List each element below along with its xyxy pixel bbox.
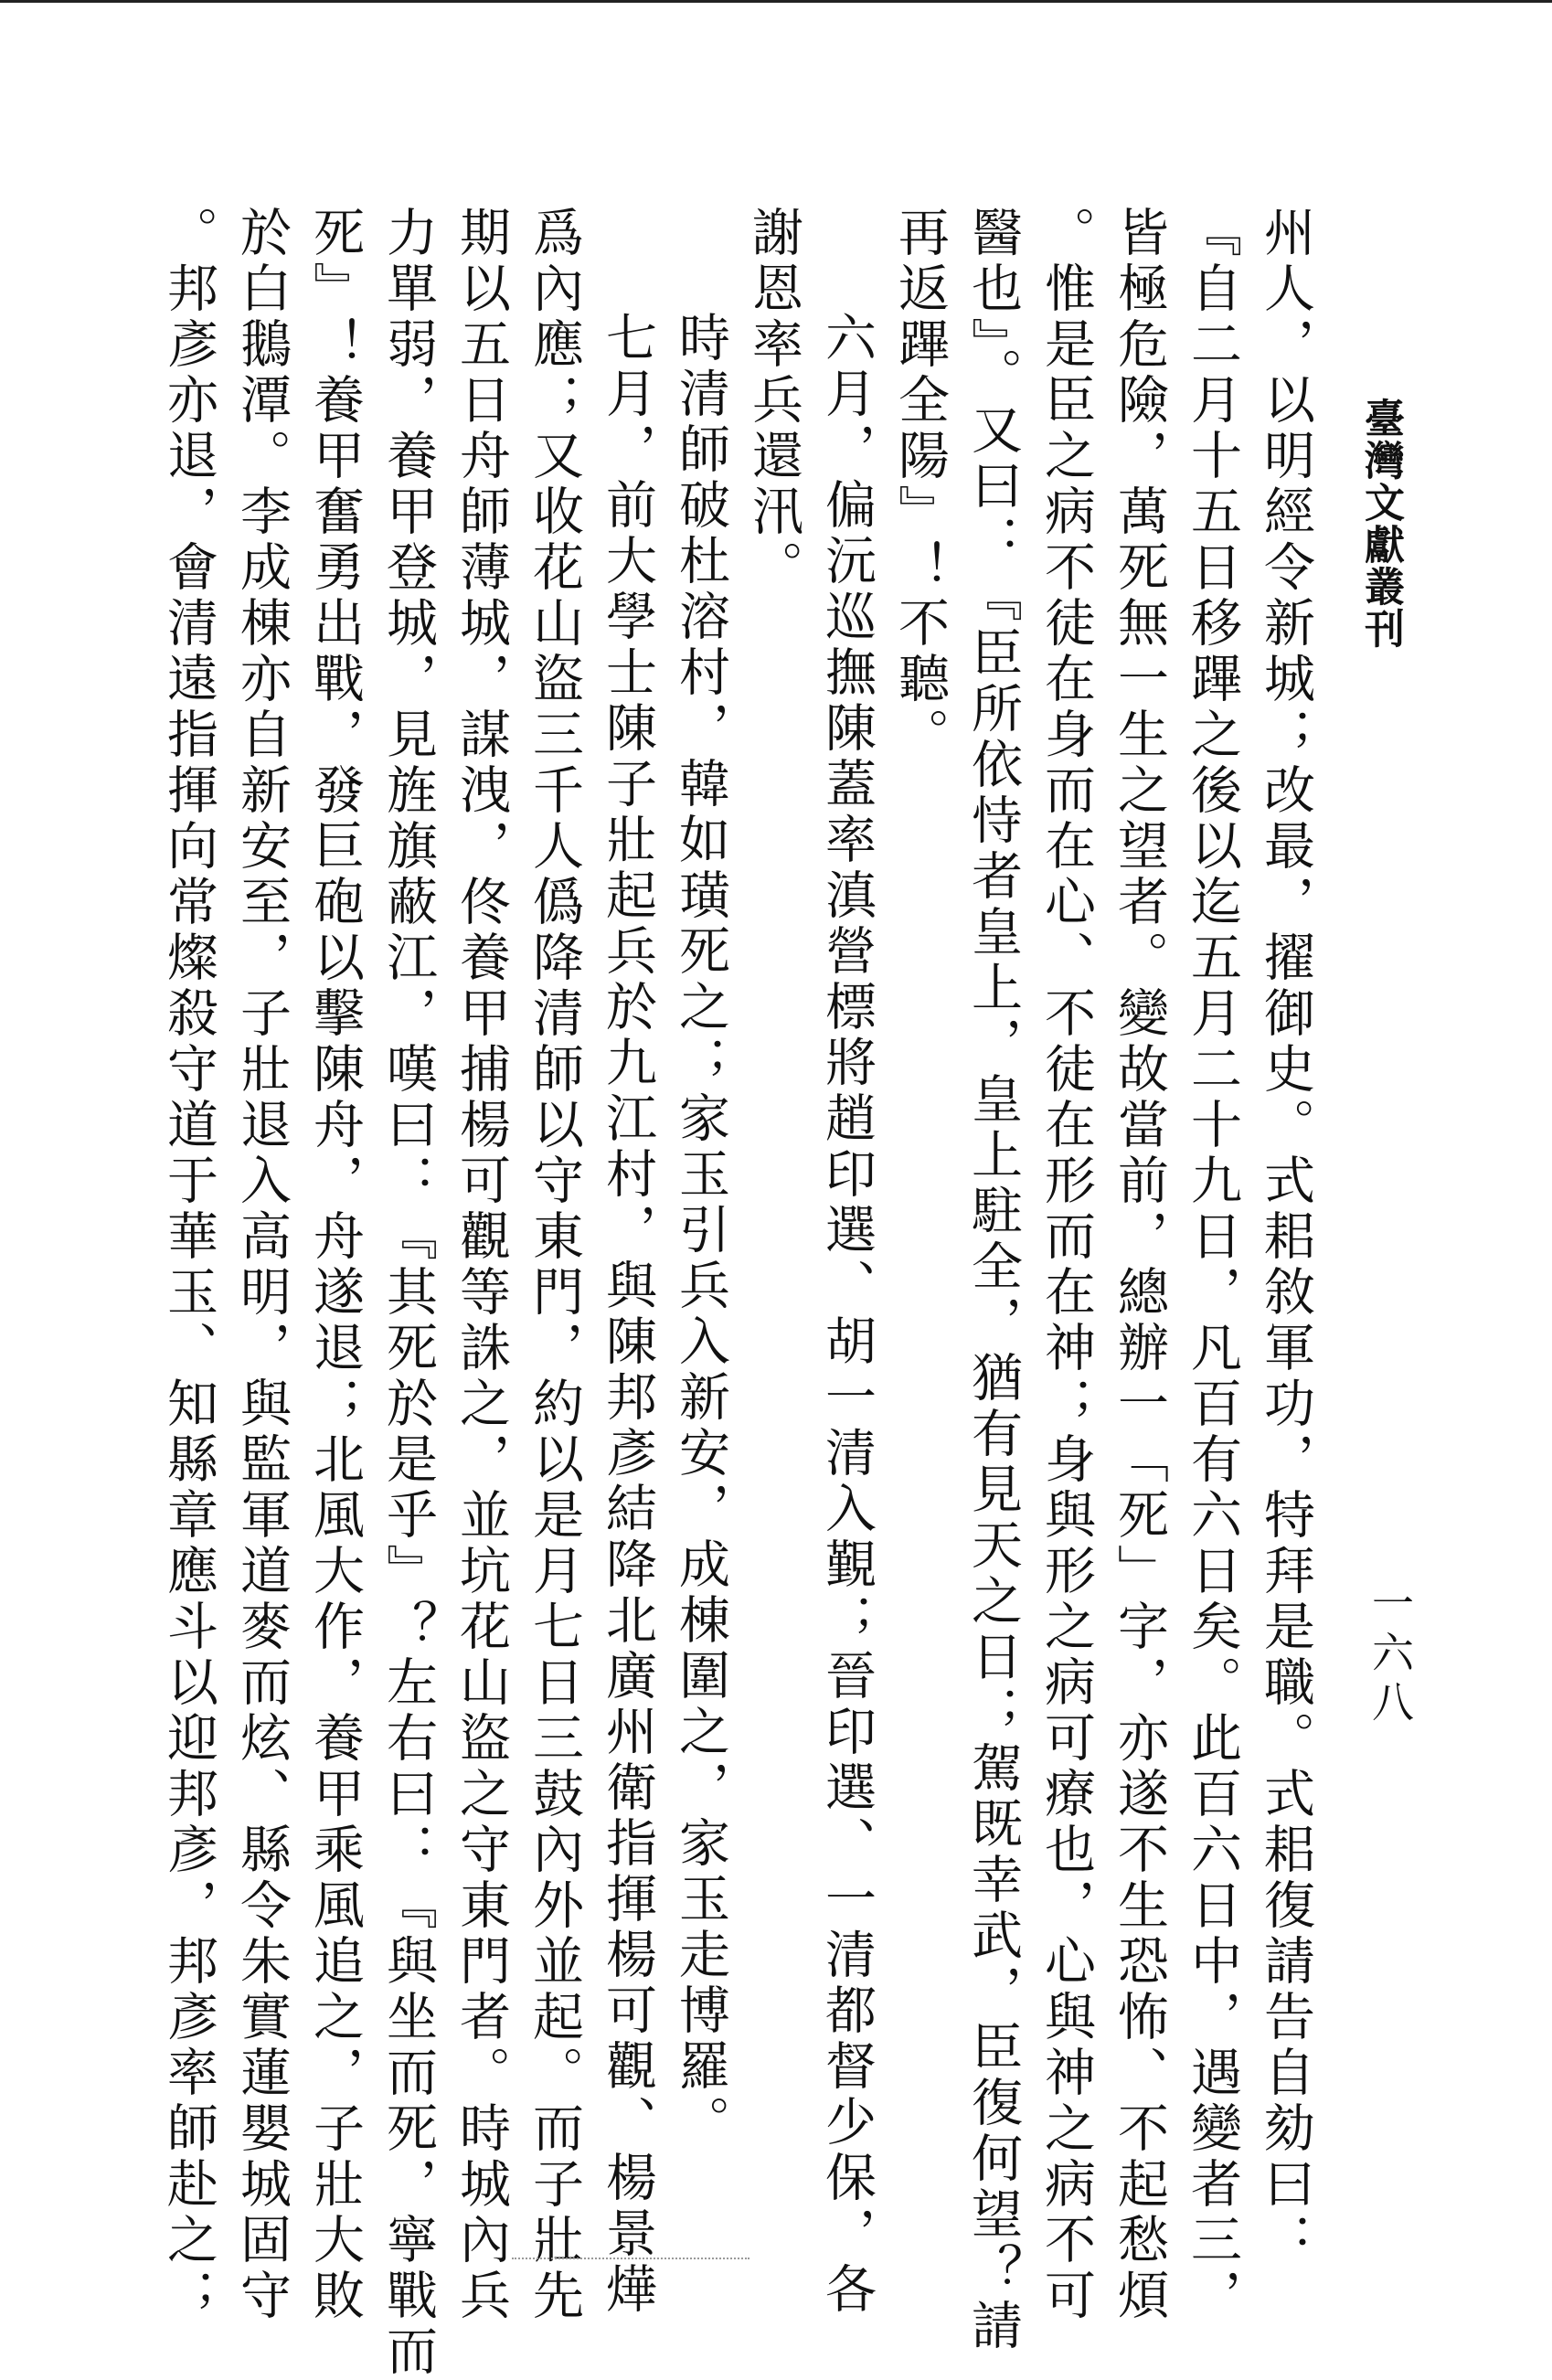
text-column: 『自二月十五日移蹕之後以迄五月二十九日，凡百有六日矣。此百六日中，遇變者三， bbox=[1183, 206, 1242, 2324]
text-column: 。惟是臣之病不徒在身而在心、不徒在形而在神；身與形之病可療也，心與神之病不可 bbox=[1036, 206, 1096, 2324]
text-column: 皆極危險，萬死無一生之望者。變故當前，總辦一「死」字，亦遂不生恐怖、不起愁煩 bbox=[1110, 206, 1169, 2324]
text-column: 死』！養甲奮勇出戰，發巨砲以擊陳舟，舟遂退；北風大作，養甲乘風追之，子壯大敗 bbox=[305, 206, 365, 2324]
text-column: 再返蹕全陽』！不聽。 bbox=[890, 206, 950, 763]
text-column: 期以五日舟師薄城，謀洩，佟養甲捕楊可觀等誅之，並坑花山盜之守東門者。時城內兵 bbox=[452, 206, 511, 2324]
text-column: 時清師破杜溶村，韓如璜死之；家玉引兵入新安，成棟圍之，家玉走博羅。 bbox=[671, 311, 730, 2151]
footer-scan-mark bbox=[512, 2258, 749, 2265]
text-column: 州人，以明經令新城；改最，擢御史。式耜敘軍功，特拜是職。式耜復請告自劾曰： bbox=[1256, 206, 1315, 2268]
top-border-rule bbox=[0, 0, 1552, 3]
page-number: 一六八 bbox=[1366, 1581, 1415, 1729]
text-column: 爲內應；又收花山盜三千人僞降清師以守東門，約以是月七日三鼓內外並起。而子壯先 bbox=[525, 206, 584, 2324]
text-column: 力單弱，養甲登城，見旌旗蔽江，嘆曰：『其死於是乎』？左右曰：『與坐而死，寧戰而 bbox=[378, 206, 438, 2380]
text-column: 六月，偏沅巡撫陳蓋率滇營標將趙印選、胡一清入覲；晉印選、一清都督少保，各 bbox=[817, 311, 877, 2318]
text-column: 謝恩率兵還汛。 bbox=[744, 206, 803, 596]
running-header-title: 臺灣文獻叢刊 bbox=[1357, 398, 1404, 650]
text-column: 七月，前大學士陳子壯起兵於九江村，與陳邦彥結降北廣州衛指揮楊可觀、楊景燁 bbox=[598, 311, 657, 2318]
text-column: 於白鵝潭。李成棟亦自新安至，子壯退入高明，與監軍道麥而炫、縣令朱實蓮嬰城固守 bbox=[232, 206, 292, 2324]
text-column: 。邦彥亦退，會清遠指揮向常燦殺守道于華玉、知縣章應斗以迎邦彥，邦彥率師赴之； bbox=[159, 206, 218, 2324]
text-column: 醫也』。又曰：『臣所依恃者皇上，皇上駐全，猶有見天之日；駕既幸武，臣復何望？請 bbox=[963, 206, 1023, 2354]
